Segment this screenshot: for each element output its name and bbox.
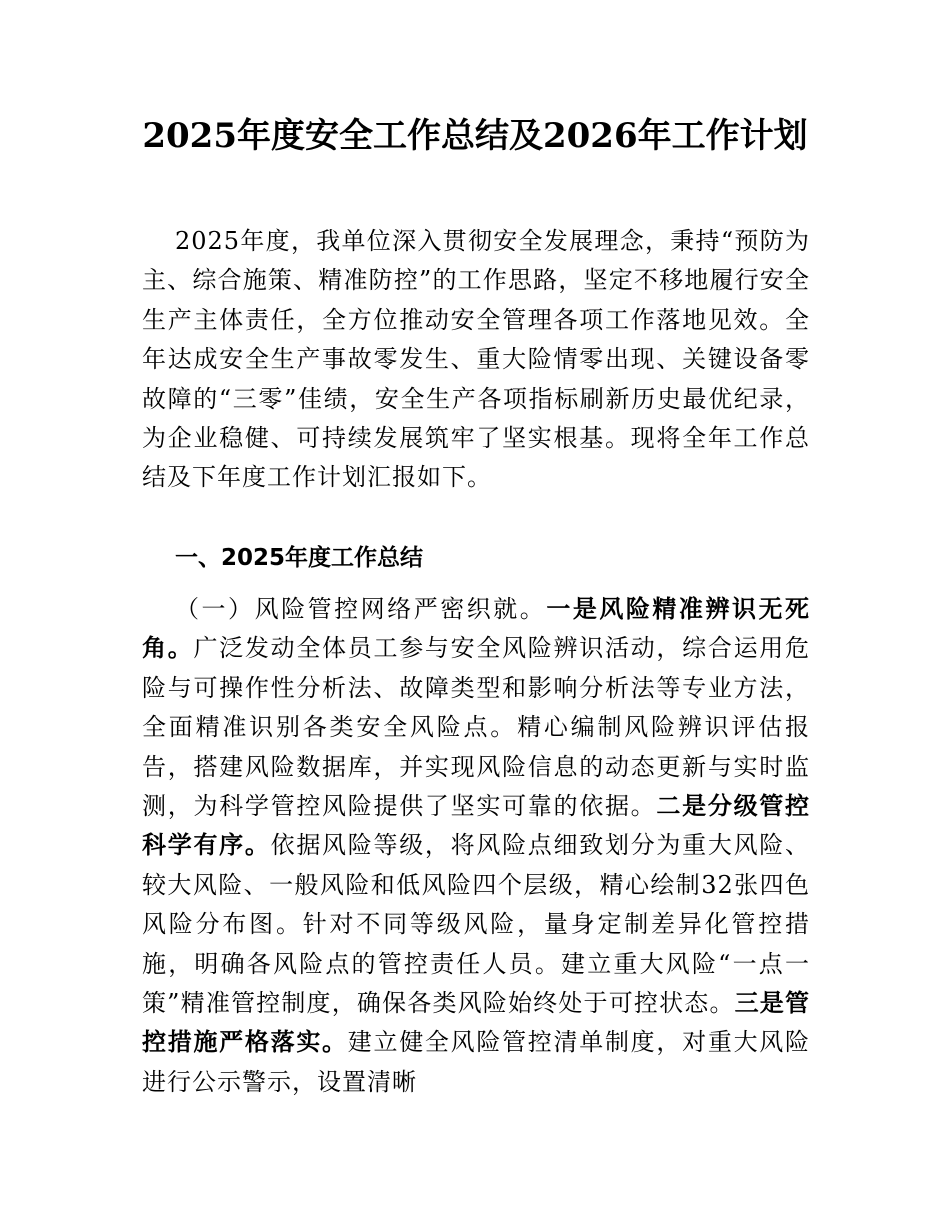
section-paragraph [142,590,810,1102]
intro-paragraph: 2025年度，我单位深入贯彻安全发展理念，秉持“预防为主、综合施策、精准防控”的工作思路，坚定不移地履行安全生产主体责任，全方位推动安全管理各项工作落地见效。全年达成安全生产事故零发生、重大险情零出现、关键设备零故障的“三零”佳绩，安全生产各项指标刷新历史最优纪录，为企业稳健、可持续发展筑牢了坚实根基。现将全年工作总结及下年度工作计划汇报如下。 [142,227,810,492]
subsection-lead: （一）风险管控网络严密织就。 [175,595,547,623]
section-heading: 一、2025年度工作总结 [175,545,424,571]
point-text: 建立健全风险管控清单制度，对重大风险进行公示警示，设置清晰 [142,1028,811,1096]
point-text: 广泛发动全体员工参与安全风险辨识活动，综合运用危险与可操作性分析法、故障类型和影响分析法等专业方法，全面精准识别各类安全风险点。精心编制风险辨识评估报告，搭建风险数据库，并实现风险信息的动态更新与实时监测，为科学管控风险提供了坚实可靠的依据。 [142,634,811,821]
point-title: 三是管控措施严格落实。 [142,989,810,1057]
point-title: 一是风险精准辨识无死角。 [142,595,811,663]
point-title: 二是分级管控科学有序。 [142,792,811,860]
point-text: 依据风险等级，将风险点细致划分为重大风险、较大风险、一般风险和低风险四个层级，精心绘制32张四色风险分布图。针对不同等级风险，量身定制差异化管控措施，明确各风险点的管控责任人员。建立重大风险“一点一策”精准管控制度，确保各类风险始终处于可控状态。 [142,831,811,1018]
document-title: 2025年度安全工作总结及2026年工作计划 [142,116,808,156]
